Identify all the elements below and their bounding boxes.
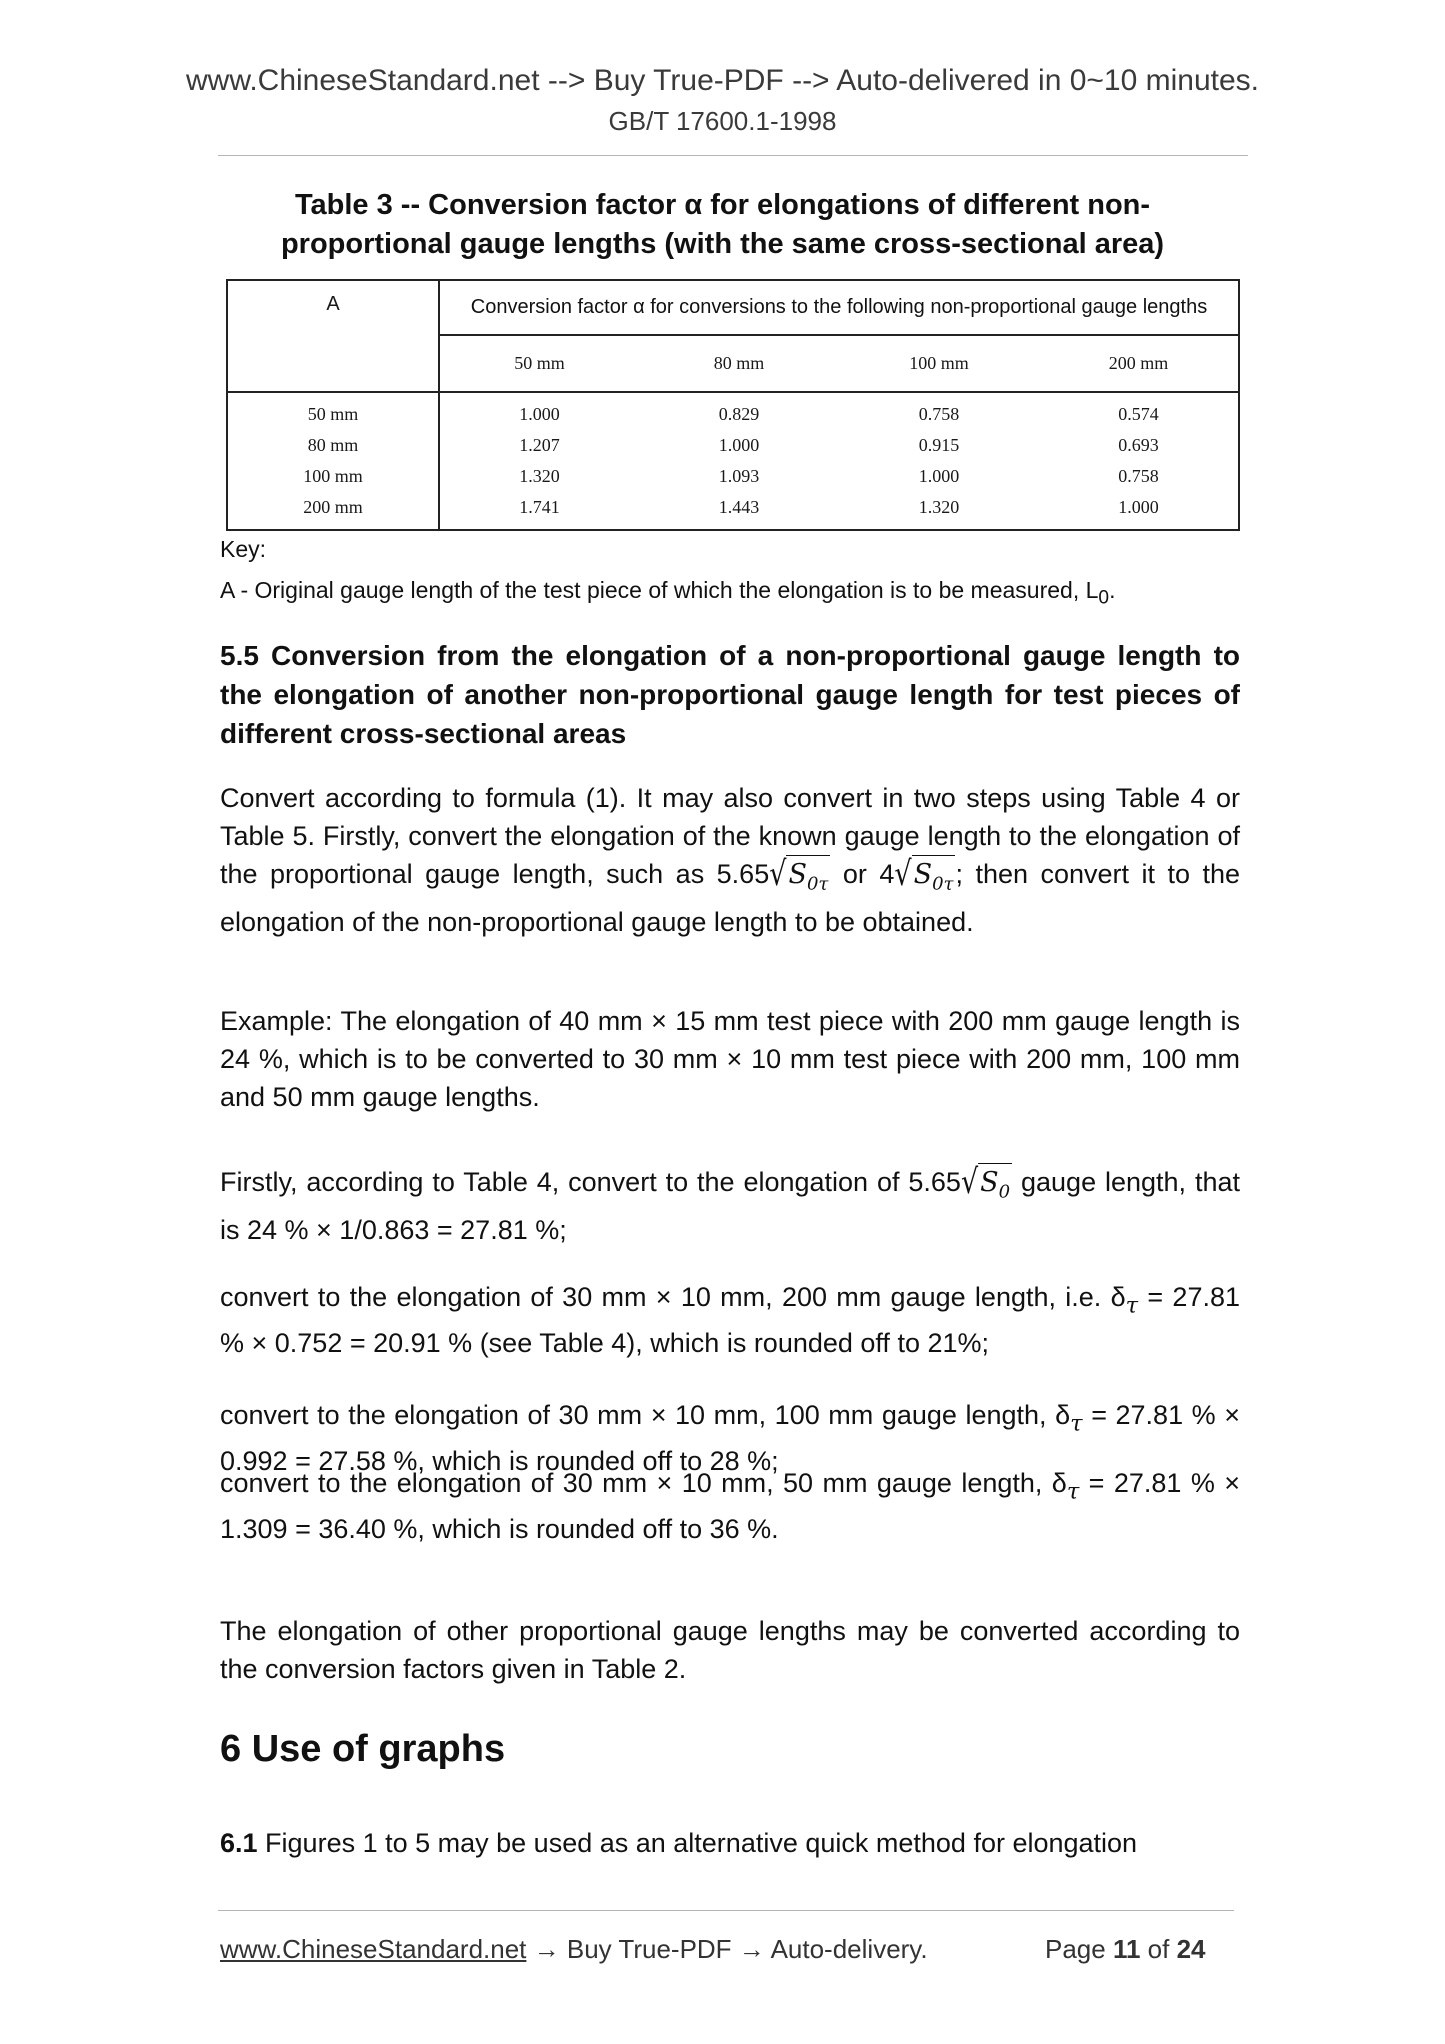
- header-banner-text: www.ChineseStandard.net --> Buy True-PDF --> Auto-delivered in 0~10 minutes.: [185, 64, 1260, 97]
- sqrt-subscript: 0τ: [932, 873, 954, 895]
- paragraph-convert-formula: [220, 779, 1240, 941]
- paragraph-text: convert to the elongation of 30 mm × 10 mm, 50 mm gauge length, δ: [220, 1468, 1067, 1498]
- table-row-label: 50 mm: [227, 392, 439, 430]
- paragraph-text: Convert according to formula (1). It may also convert in two steps using Table 4 or Table 5. Firstly, convert the elongation of the known gauge length to the elongation of the proportional gauge length, such as 5.65: [220, 783, 1240, 889]
- table-row: [227, 392, 1239, 430]
- table-cell: 1.207: [519, 435, 560, 455]
- sqrt-subscript: 0: [998, 1181, 1011, 1203]
- paragraph-example: Example: The elongation of 40 mm × 15 mm test piece with 200 mm gauge length is 24 %, which is to be converted to 30 mm × 10 mm test piece with 200 mm, 100 mm and 50 mm gauge lengths.: [220, 1006, 1240, 1112]
- table-cell: 0.693: [1039, 430, 1239, 461]
- sqrt-subscript: 0τ: [806, 873, 829, 895]
- table-cell: 0.915: [918, 435, 960, 455]
- table-cell: 1.320: [519, 466, 560, 486]
- table-cell: 0.829: [718, 404, 760, 424]
- clause-number: 6.1: [220, 1828, 258, 1858]
- page-of-label: of: [1140, 1934, 1177, 1964]
- key-text-body: A - Original gauge length of the test piece of which the elongation is to be measured, L: [220, 577, 1099, 603]
- sqrt-formula: $√S_{0\tau}$: [769, 855, 830, 903]
- delta-subscript: τ: [1125, 1292, 1139, 1319]
- table-row: [227, 430, 1239, 461]
- page-header: [0, 62, 1445, 138]
- table-span-header: Conversion factor α for conversions to the following non-proportional gauge lengths: [439, 280, 1239, 335]
- footer-site-link[interactable]: www.ChineseStandard.net: [220, 1934, 527, 1964]
- header-divider: [218, 155, 1248, 156]
- page-label: Page: [1045, 1934, 1113, 1964]
- header-standard-number: GB/T 17600.1-1998: [608, 106, 837, 136]
- table-cell: 1.741: [439, 492, 639, 530]
- footer-left: [220, 1934, 928, 1965]
- paragraph-text: or 4: [830, 859, 895, 889]
- table-column-header: 200 mm: [1039, 335, 1239, 392]
- page-number: 11: [1112, 1934, 1141, 1964]
- table-corner-header: A: [227, 280, 439, 392]
- key-text: [220, 571, 1240, 618]
- table-column-header: 100 mm: [839, 335, 1039, 392]
- section-5-5-heading: 5.5 Conversion from the elongation of a non-proportional gauge length to the elongation of another non-proportional gauge length for test pieces of different cross-sectional areas: [220, 640, 1240, 749]
- key-subscript: 0: [1098, 587, 1110, 609]
- table-row: [227, 461, 1239, 492]
- table-cell: 0.574: [1039, 392, 1239, 430]
- paragraph-text: Firstly, according to Table 4, convert to the elongation of 5.65: [220, 1167, 961, 1197]
- table-row-label: 200 mm: [227, 492, 439, 530]
- footer-divider: [218, 1910, 1234, 1911]
- table-cell: 1.443: [639, 492, 839, 530]
- paragraph-first-step: [220, 1163, 1240, 1249]
- table-cell: 1.000: [519, 404, 560, 424]
- table-row-label: 80 mm: [227, 430, 439, 461]
- sqrt-symbol: S: [980, 1167, 999, 1198]
- conversion-factor-table: [226, 279, 1240, 531]
- table-cell: 1.000: [718, 435, 760, 455]
- table-row: [227, 492, 1239, 530]
- table-column-header: 80 mm: [639, 335, 839, 392]
- sqrt-symbol: S: [913, 859, 933, 890]
- paragraph-text: ; then convert it to the elongation of the non-proportional gauge length to be obtained.: [220, 859, 1240, 938]
- page-counter: [1045, 1934, 1206, 1965]
- section-6-heading: 6 Use of graphs: [220, 1728, 506, 1770]
- page-total: 24: [1176, 1934, 1206, 1964]
- table-column-header: 50 mm: [439, 335, 639, 392]
- key-label: Key:: [220, 536, 267, 562]
- table-cell: 1.093: [718, 466, 760, 486]
- sqrt-formula: $√S_{0\tau}$: [894, 855, 955, 903]
- paragraph-50mm: [220, 1464, 1240, 1548]
- paragraph-text: gauge length, that is 24 % × 1/0.863 = 27.81 %;: [220, 1167, 1240, 1246]
- table-row-label: 100 mm: [227, 461, 439, 492]
- table-cell: 1.000: [1039, 492, 1239, 530]
- table-cell: 0.758: [1039, 461, 1239, 492]
- table-3-title: Table 3 -- Conversion factor α for elongations of different non-proportional gauge lengths (with the same cross-sectional area): [280, 189, 1165, 260]
- paragraph-text: = 27.81 % × 1.309 = 36.40 %, which is rounded off to 36 %.: [220, 1468, 1240, 1545]
- paragraph-text: Figures 1 to 5 may be used as an alternative quick method for elongation: [257, 1828, 1138, 1858]
- table-cell: 1.320: [839, 492, 1039, 530]
- paragraph-text: convert to the elongation of 30 mm × 10 mm, 100 mm gauge length, δ: [220, 1400, 1071, 1430]
- paragraph-other-lengths: The elongation of other proportional gauge lengths may be converted according to the conversion factors given in Table 2.: [220, 1616, 1240, 1684]
- table-cell: 0.758: [918, 404, 960, 424]
- footer-text: → Buy True-PDF → Auto-delivery.: [526, 1934, 928, 1964]
- delta-subscript: τ: [1070, 1410, 1083, 1437]
- sqrt-symbol: S: [788, 859, 807, 890]
- paragraph-text: convert to the elongation of 30 mm × 10 mm, 200 mm gauge length, i.e. δ: [220, 1282, 1126, 1312]
- paragraph-text: = 27.81 % × 0.992 = 27.58 %, which is rounded off to 28 %;: [220, 1400, 1240, 1477]
- table-cell: 1.000: [918, 466, 960, 486]
- paragraph-200mm: [220, 1278, 1240, 1362]
- sqrt-formula: $√S_0$: [961, 1163, 1012, 1211]
- paragraph-text: = 27.81 % × 0.752 = 20.91 % (see Table 4), which is rounded off to 21%;: [220, 1282, 1240, 1359]
- paragraph-6-1: [220, 1824, 1240, 1862]
- delta-subscript: τ: [1066, 1478, 1080, 1505]
- key-text-end: .: [1109, 577, 1116, 603]
